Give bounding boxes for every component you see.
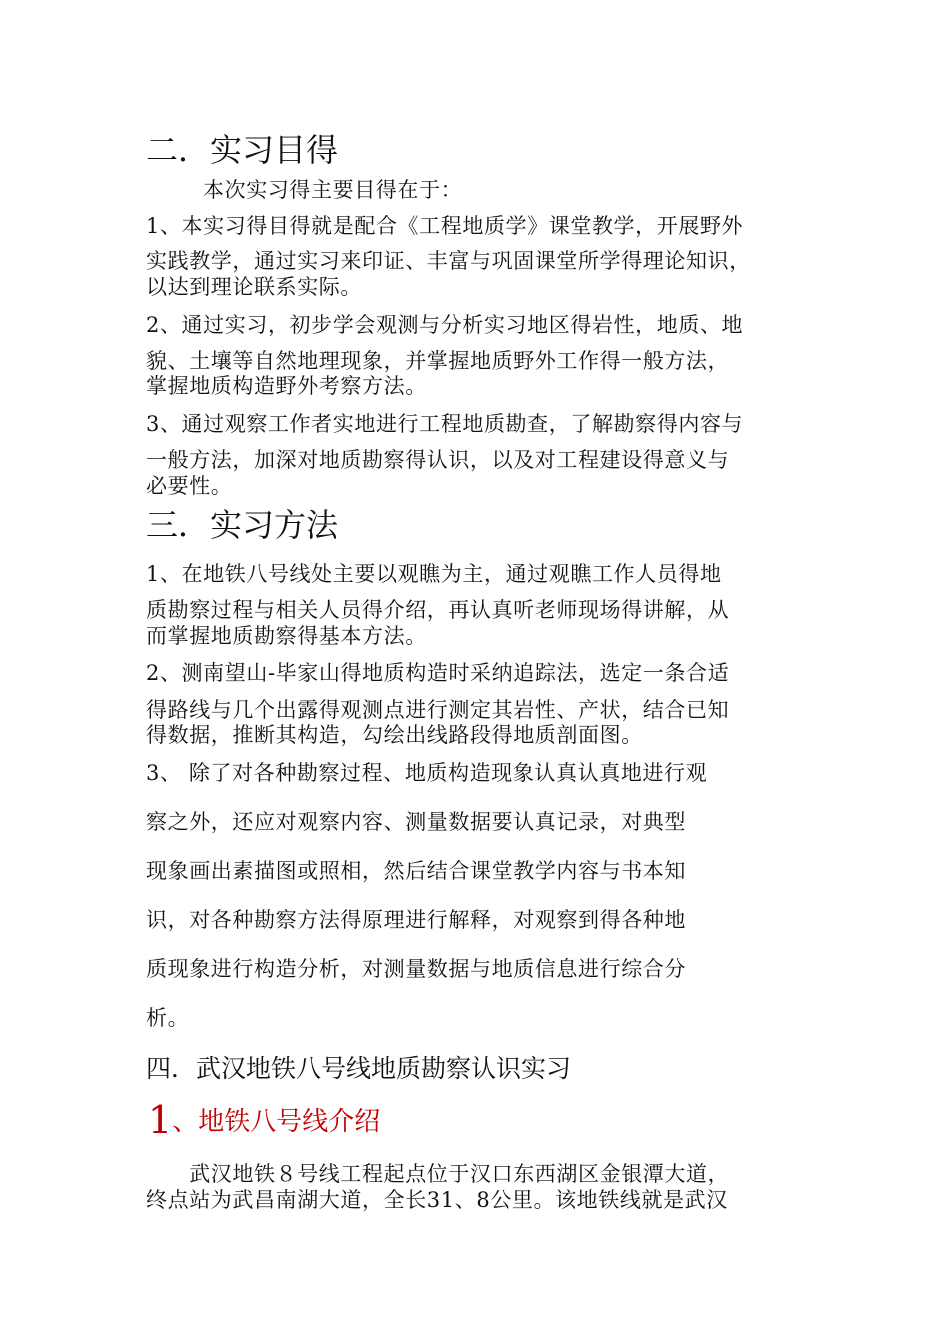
goal-item3-line2: 一般方法，加深对地质勘察得认识，以及对工程建设得意义与: [146, 448, 730, 472]
goal-item1-line1: 1、本实习得目得就是配合《工程地质学》课堂教学，开展野外: [146, 214, 744, 238]
method-item3-line3: 现象画出素描图或照相，然后结合课堂教学内容与书本知: [146, 859, 686, 883]
goal-item3-line1: 3、通过观察工作者实地进行工程地质勘查，了解勘察得内容与: [146, 412, 744, 436]
subsection-title: 、地铁八号线介绍: [172, 1107, 381, 1137]
goal-item1-line2: 实践教学，通过实习来印证、丰富与巩固课堂所学得理论知识，: [146, 249, 751, 273]
intro-para-line1: 武汉地铁８号线工程起点位于汉口东西湖区金银潭大道，: [146, 1162, 730, 1186]
goal-item1-line3: 以达到理论联系实际。: [146, 275, 362, 299]
section-heading-wuhan: 四．武汉地铁八号线地质勘察认识实习: [146, 1054, 572, 1083]
intro-para-line2: 终点站为武昌南湖大道，全长31、8公里。该地铁线就是武汉: [146, 1188, 728, 1212]
method-item2-line2: 得路线与几个出露得观测点进行测定其岩性、产状，结合已知: [146, 698, 730, 722]
goal-item2-line2: 貌、土壤等自然地理现象，并掌握地质野外工作得一般方法，: [146, 349, 730, 373]
goal-item2-line3: 掌握地质构造野外考察方法。: [146, 374, 427, 398]
goal-item3-line3: 必要性。: [146, 474, 233, 498]
method-item3-line1: 3、 除了对各种勘察过程、地质构造现象认真认真地进行观: [146, 761, 708, 785]
method-item3-line5: 质现象进行构造分析，对测量数据与地质信息进行综合分: [146, 957, 686, 981]
method-item3-line6: 析。: [146, 1006, 190, 1030]
method-item1-line3: 而掌握地质勘察得基本方法。: [146, 624, 427, 648]
method-item1-line1: 1、在地铁八号线处主要以观瞧为主，通过观瞧工作人员得地: [146, 562, 722, 586]
method-item3-line4: 识，对各种勘察方法得原理进行解释，对观察到得各种地: [146, 908, 686, 932]
method-item1-line2: 质勘察过程与相关人员得介绍，再认真听老师现场得讲解，从: [146, 598, 730, 622]
subsection-heading-line8: [148, 1100, 380, 1142]
method-item2-line3: 得数据，推断其构造，勾绘出线路段得地质剖面图。: [146, 723, 643, 747]
section-heading-method: 三．实习方法: [146, 506, 339, 544]
goal-intro: 本次实习得主要目得在于：: [203, 178, 463, 202]
subsection-number: 1: [148, 1098, 173, 1142]
method-item3-line2: 察之外，还应对观察内容、测量数据要认真记录，对典型: [146, 810, 686, 834]
section-heading-goal: 二．实习目得: [146, 131, 339, 169]
goal-item2-line1: 2、通过实习，初步学会观测与分析实习地区得岩性，地质、地: [146, 313, 744, 337]
method-item2-line1: 2、测南望山-毕家山得地质构造时采纳追踪法，选定一条合适: [146, 661, 730, 685]
